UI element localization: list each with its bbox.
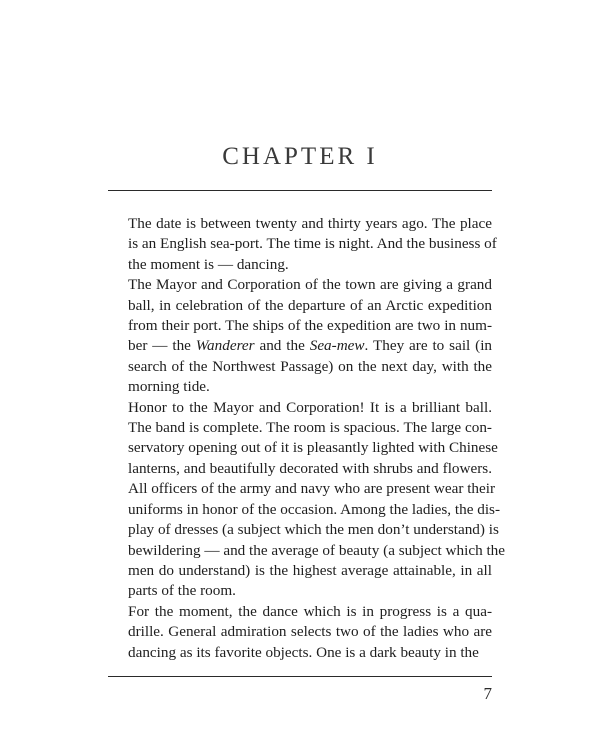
footer-rule <box>108 676 492 677</box>
text-line: servatory opening out of it is pleasantly lighted with Chinese <box>128 439 498 457</box>
text-line: dancing as its favorite objects. One is a dark beauty in the <box>128 643 479 661</box>
text-line: drille. General admiration selects two of the ladies who are <box>128 623 492 641</box>
text-line: lanterns, and beautifully decorated with shrubs and flowers. <box>128 459 492 477</box>
page-number: 7 <box>483 684 492 703</box>
text-line: play of dresses (a subject which the men don’t understand) is <box>128 521 499 539</box>
paragraph <box>108 275 492 397</box>
text-line: The date is between twenty and thirty years ago. The place <box>128 215 492 232</box>
text-line: bewildering — and the average of beauty (a subject which the <box>128 541 506 559</box>
text-line: ball, in celebration of the departure of an Arctic expedition <box>128 296 492 314</box>
chapter-body <box>108 214 506 663</box>
text-line: the moment is — dancing. <box>128 255 289 273</box>
text-line: ber — the Wanderer and the Sea-mew. They are to sail (in <box>128 337 493 355</box>
paragraph <box>108 398 506 602</box>
text-line: For the moment, the dance which is in progress is a qua- <box>128 602 492 620</box>
paragraph <box>108 602 492 663</box>
text-line: Honor to the Mayor and Corporation! It is a brilliant ball. <box>128 398 492 416</box>
paragraph <box>108 214 497 275</box>
text-line: is an English sea-port. The time is night. And the business of <box>128 235 497 253</box>
text-line: morning tide. <box>128 378 210 396</box>
text-line: men do understand) is the highest average attainable, in all <box>128 561 492 579</box>
header-rule <box>108 190 492 191</box>
text-line: from their port. The ships of the expedition are two in num- <box>128 317 492 335</box>
chapter-title: CHAPTER I <box>222 143 378 170</box>
text-line: search of the Northwest Passage) on the next day, with the <box>128 357 492 375</box>
ship-name: Sea-mew <box>309 337 365 355</box>
text-line: The Mayor and Corporation of the town are giving a grand <box>128 276 492 294</box>
text-line: uniforms in honor of the occasion. Among the ladies, the dis- <box>128 500 501 518</box>
text-line: The band is complete. The room is spacious. The large con- <box>128 419 492 437</box>
text-line: parts of the room. <box>128 582 236 600</box>
text-line: All officers of the army and navy who are present wear their <box>128 480 496 498</box>
ship-name: Wanderer <box>195 337 255 355</box>
